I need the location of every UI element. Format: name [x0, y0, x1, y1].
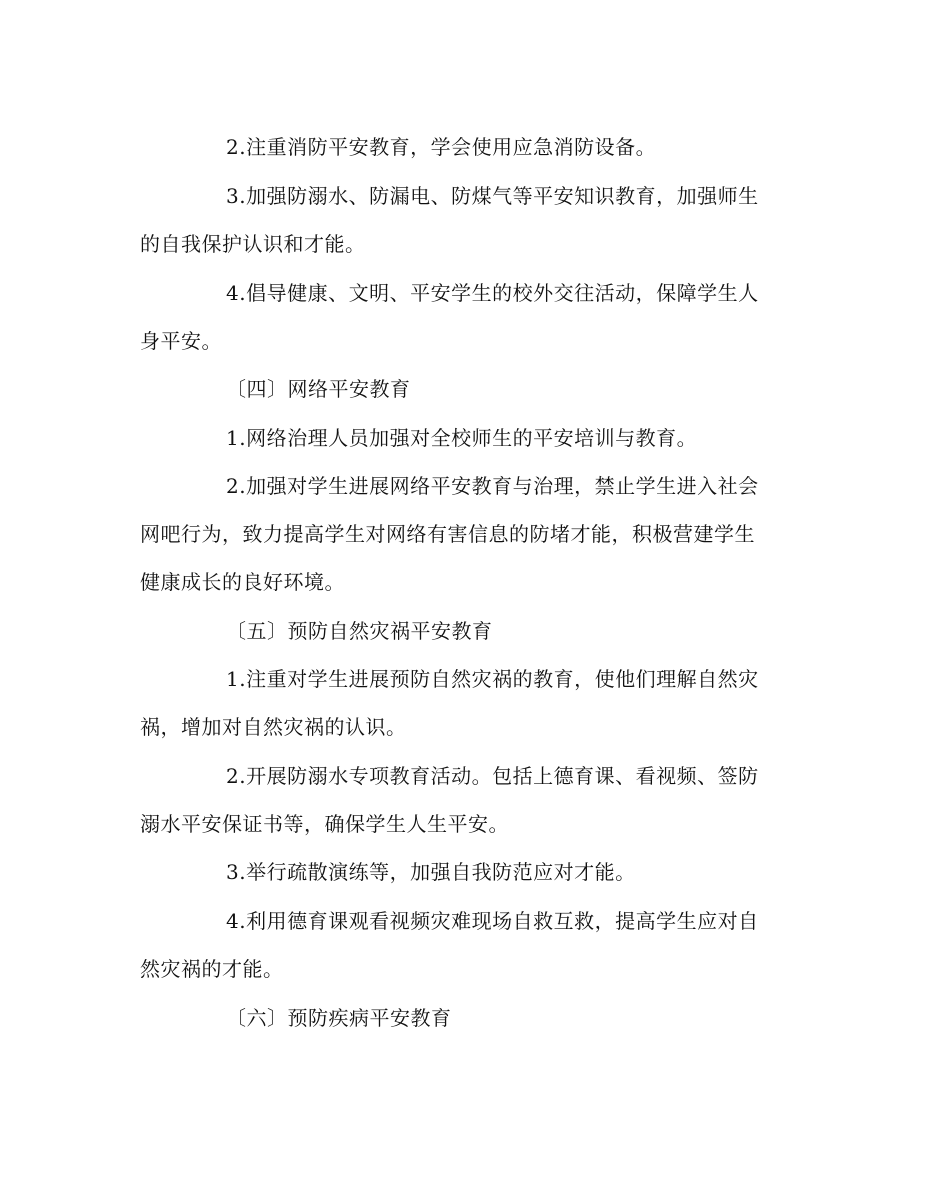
section-heading: 〔六〕预防疾病平安教育: [226, 1006, 452, 1030]
paragraph-line: 4.利用德育课观看视频灾难现场自救互救，提高学生应对自: [226, 909, 759, 933]
paragraph-line: 3.举行疏散演练等，加强自我防范应对才能。: [226, 860, 636, 884]
paragraph-line: 溺水平安保证书等，确保学生人生平安。: [140, 812, 509, 836]
paragraph-line: 3.加强防溺水、防漏电、防煤气等平安知识教育，加强师生: [226, 184, 759, 208]
paragraph-line: 祸，增加对自然灾祸的认识。: [140, 715, 407, 739]
paragraph-line: 2.加强对学生进展网络平安教育与治理，禁止学生进入社会: [226, 474, 759, 498]
paragraph-line: 4.倡导健康、文明、平安学生的校外交往活动，保障学生人: [226, 281, 759, 305]
paragraph-line: 然灾祸的才能。: [140, 957, 284, 981]
paragraph-line: 1.网络治理人员加强对全校师生的平安培训与教育。: [226, 426, 698, 450]
section-heading: 〔五〕预防自然灾祸平安教育: [226, 619, 493, 643]
section-heading: 〔四〕网络平安教育: [226, 377, 411, 401]
paragraph-line: 网吧行为，致力提高学生对网络有害信息的防堵才能，积极营建学生: [140, 522, 755, 546]
paragraph-line: 身平安。: [140, 329, 222, 353]
paragraph-line: 2.注重消防平安教育，学会使用应急消防设备。: [226, 135, 657, 159]
paragraph-line: 1.注重对学生进展预防自然灾祸的教育，使他们理解自然灾: [226, 667, 759, 691]
paragraph-line: 2.开展防溺水专项教育活动。包括上德育课、看视频、签防: [226, 764, 759, 788]
paragraph-line: 的自我保护认识和才能。: [140, 232, 366, 256]
paragraph-line: 健康成长的良好环境。: [140, 570, 345, 594]
